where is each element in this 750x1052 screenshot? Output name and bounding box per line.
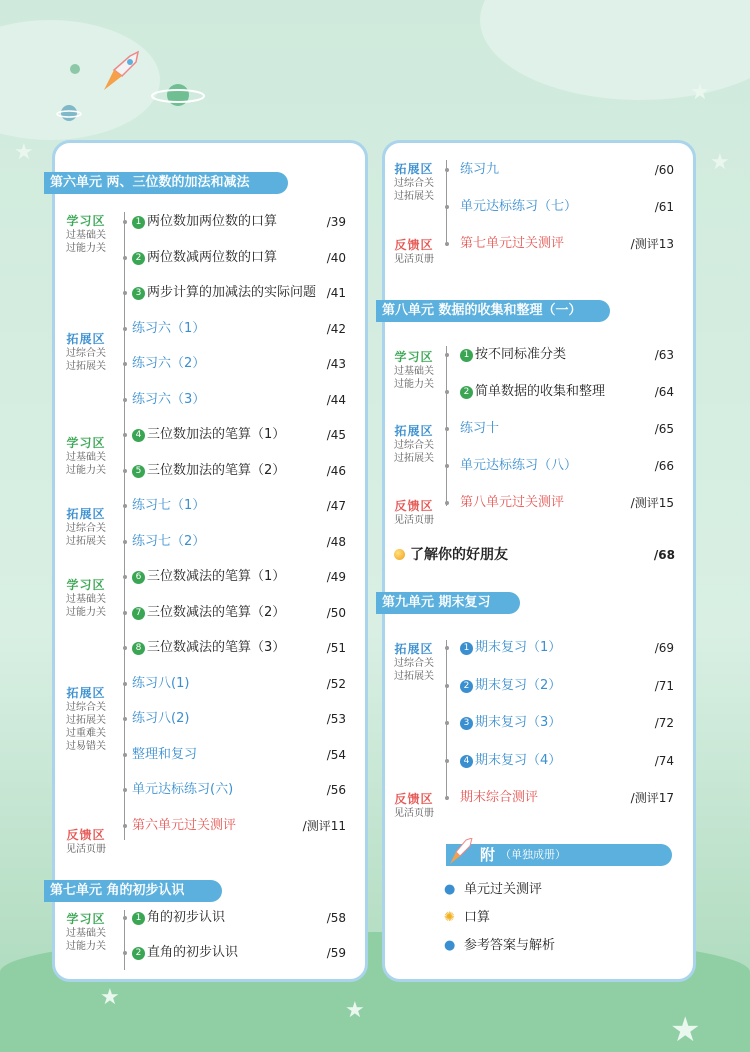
number-badge-icon: 3	[460, 717, 473, 730]
row-text: 两位数加两位数的口算	[147, 214, 278, 229]
connector-dot	[123, 433, 127, 437]
toc-row[interactable]	[132, 674, 346, 694]
row-text: 第六单元过关测评	[132, 817, 237, 833]
row-text: 练习六（3）	[132, 391, 206, 407]
rocket-icon	[448, 838, 476, 868]
zone-title: 反馈区	[394, 792, 434, 806]
number-badge-icon: 2	[132, 252, 145, 265]
appendix-text: 单元过关测评	[464, 882, 543, 897]
zone-label	[384, 348, 444, 391]
toc-row[interactable]	[132, 908, 346, 928]
toc-connector-line	[124, 212, 125, 840]
toc-connector-line	[446, 640, 447, 800]
number-badge-icon: 3	[132, 287, 145, 300]
rocket-icon	[100, 50, 144, 94]
connector-dot	[123, 951, 127, 955]
page-number: /64	[654, 385, 674, 399]
zone-sub: 过重难关	[66, 728, 106, 739]
zone-sub: 过基础关	[66, 452, 106, 463]
star-icon: ★	[100, 985, 120, 1010]
page-number: /68	[653, 548, 675, 562]
zone-title: 学习区	[66, 436, 106, 450]
star-icon: ★	[710, 150, 730, 175]
connector-dot	[123, 540, 127, 544]
zone-sub: 过综合关	[394, 178, 434, 189]
row-text: 三位数减法的笔算（1）	[147, 569, 286, 584]
row-text: 练习八(1)	[132, 675, 190, 691]
page-number: /51	[326, 641, 346, 655]
zone-sub: 过综合关	[66, 523, 106, 534]
row-text: 练习十	[460, 421, 500, 436]
toc-row[interactable]	[132, 638, 346, 658]
number-badge-icon: 1	[460, 642, 473, 655]
number-badge-icon: 1	[132, 912, 145, 925]
unit9-banner: 第九单元 期末复习	[376, 592, 520, 614]
unit8-banner: 第八单元 数据的收集和整理（一）	[376, 300, 610, 322]
page-number: /56	[326, 783, 346, 797]
zone-sub: 过能力关	[66, 243, 106, 254]
appendix-row[interactable]	[444, 880, 644, 900]
toc-row[interactable]	[132, 709, 346, 729]
zone-label	[56, 505, 116, 548]
row-text: 练习七（1）	[132, 498, 206, 513]
toc-connector-line	[446, 346, 447, 506]
toc-row[interactable]	[132, 816, 346, 836]
page-number: /41	[326, 286, 346, 300]
number-badge-icon: 2	[460, 386, 473, 399]
unit7-banner: 第七单元 角的初步认识	[44, 880, 222, 902]
row-text: 三位数加法的笔算（1）	[147, 427, 286, 442]
connector-dot	[123, 788, 127, 792]
zone-label	[56, 684, 116, 753]
toc-row[interactable]	[460, 345, 674, 365]
zone-sub: 过易错关	[66, 741, 106, 752]
zone-sub: 见活页册	[394, 254, 434, 265]
page-number: /66	[654, 459, 674, 473]
zone-sub: 过基础关	[394, 366, 434, 377]
page-number: /42	[326, 321, 346, 336]
zone-sub: 过综合关	[66, 348, 106, 359]
star-icon: ★	[690, 80, 710, 105]
appendix-subtitle: （单独成册）	[500, 848, 566, 861]
row-text: 两位数减两位数的口算	[147, 249, 278, 265]
zone-label	[56, 576, 116, 619]
page-number: /测评11	[302, 818, 346, 833]
zone-sub: 过能力关	[66, 941, 106, 952]
row-text: 单元达标练习(六)	[132, 782, 234, 797]
zone-sub: 过拓展关	[66, 361, 106, 372]
page-number: /53	[326, 712, 346, 726]
zone-title: 拓展区	[394, 162, 434, 176]
toc-row[interactable]	[132, 354, 346, 374]
zone-sub: 过拓展关	[66, 536, 106, 547]
bullet-icon	[394, 549, 405, 560]
toc-row[interactable]	[460, 382, 674, 402]
row-text: 练习九	[460, 162, 500, 177]
dot-decoration	[70, 64, 80, 74]
toc-row[interactable]	[460, 751, 674, 771]
page-number: /43	[326, 357, 346, 371]
connector-dot	[123, 256, 127, 260]
zone-title: 反馈区	[394, 238, 434, 252]
zone-sub: 过拓展关	[394, 671, 434, 682]
row-text: 练习八(2)	[132, 711, 190, 726]
toc-row[interactable]	[460, 197, 674, 217]
zone-label	[384, 640, 444, 683]
row-text: 单元达标练习（八）	[460, 458, 578, 473]
connector-dot	[123, 504, 127, 508]
zone-title: 学习区	[66, 912, 106, 926]
zone-title: 拓展区	[66, 686, 106, 700]
zone-label	[384, 422, 444, 465]
zone-label	[56, 910, 116, 953]
row-text: 期末复习（4）	[475, 752, 562, 768]
toc-row[interactable]	[460, 456, 674, 476]
toc-row[interactable]	[132, 283, 346, 303]
friend-row[interactable]	[410, 545, 675, 565]
page-number: /39	[326, 215, 346, 229]
appendix-row[interactable]	[444, 936, 644, 956]
toc-row[interactable]	[132, 943, 346, 963]
toc-row[interactable]	[460, 234, 674, 254]
number-badge-icon: 6	[132, 571, 145, 584]
number-badge-icon: 2	[132, 947, 145, 960]
connector-dot	[123, 753, 127, 757]
page-number: /72	[654, 716, 674, 730]
zone-label	[384, 790, 444, 820]
toc-row[interactable]	[460, 493, 674, 513]
page-number: /测评17	[630, 791, 674, 805]
row-text: 第七单元过关测评	[460, 236, 565, 251]
zone-sub: 过能力关	[66, 465, 106, 476]
toc-row[interactable]	[132, 390, 346, 410]
number-badge-icon: 4	[460, 755, 473, 768]
planet-icon	[56, 100, 82, 126]
appendix-text: 口算	[464, 910, 491, 925]
toc-row[interactable]	[132, 780, 346, 800]
page-number: /69	[654, 641, 674, 655]
friend-text: 了解你的好朋友	[410, 547, 508, 563]
zone-sub: 过基础关	[66, 230, 106, 241]
page-number: /48	[326, 534, 346, 549]
zone-title: 拓展区	[394, 424, 434, 438]
row-text: 三位数减法的笔算（2）	[147, 604, 286, 620]
zone-title: 学习区	[66, 214, 106, 228]
zone-label	[56, 826, 116, 856]
number-badge-icon: 5	[132, 465, 145, 478]
row-text: 直角的初步认识	[147, 945, 239, 960]
connector-dot	[123, 575, 127, 579]
row-text: 期末复习（3）	[475, 715, 562, 730]
page-number: /58	[326, 911, 346, 925]
unit6-banner: 第六单元 两、三位数的加法和减法	[44, 172, 288, 194]
page-number: /47	[326, 499, 346, 513]
planet-icon	[150, 78, 210, 112]
zone-label	[56, 330, 116, 373]
zone-title: 拓展区	[66, 507, 106, 521]
number-badge-icon: 1	[460, 349, 473, 362]
zone-sub: 过基础关	[66, 928, 106, 939]
page-number: /测评15	[630, 496, 674, 510]
toc-row[interactable]	[460, 788, 674, 808]
page-number: /40	[326, 250, 346, 265]
row-text: 三位数减法的笔算（3）	[147, 640, 286, 655]
connector-dot	[123, 291, 127, 295]
zone-sub: 见活页册	[394, 515, 434, 526]
zone-title: 拓展区	[66, 332, 106, 346]
toc-row[interactable]	[132, 567, 346, 587]
row-text: 练习六（1）	[132, 320, 206, 336]
page-number: /44	[326, 392, 346, 407]
zone-title: 反馈区	[66, 828, 106, 842]
zone-title: 学习区	[66, 578, 106, 592]
page-number: /65	[654, 422, 674, 436]
row-text: 简单数据的收集和整理	[475, 384, 606, 399]
zone-sub: 过拓展关	[394, 191, 434, 202]
toc-row[interactable]	[460, 638, 674, 658]
page-number: /50	[326, 605, 346, 620]
toc-row[interactable]	[132, 248, 346, 268]
page-number: /59	[326, 946, 346, 960]
row-text: 期末复习（1）	[475, 640, 562, 655]
zone-label	[56, 212, 116, 255]
connector-dot	[123, 398, 127, 402]
toc-row[interactable]	[132, 319, 346, 339]
number-badge-icon: 1	[132, 216, 145, 229]
number-badge-icon: 4	[132, 429, 145, 442]
connector-dot	[123, 646, 127, 650]
zone-title: 反馈区	[394, 499, 434, 513]
page-number: /63	[654, 348, 674, 362]
toc-row[interactable]	[460, 713, 674, 733]
row-text: 单元达标练习（七）	[460, 199, 578, 214]
connector-dot	[123, 682, 127, 686]
page-number: /45	[326, 428, 346, 442]
zone-sub: 见活页册	[66, 844, 106, 855]
toc-row[interactable]	[132, 425, 346, 445]
toc-connector-line	[446, 160, 447, 246]
zone-label	[56, 434, 116, 477]
toc-row[interactable]	[460, 160, 674, 180]
page-number: /46	[326, 463, 346, 478]
row-text: 期末复习（2）	[475, 677, 562, 693]
toc-row[interactable]	[132, 532, 346, 552]
toc-row[interactable]	[132, 496, 346, 516]
row-text: 期末综合测评	[460, 790, 539, 805]
connector-dot	[123, 220, 127, 224]
page-number: /71	[654, 678, 674, 693]
zone-label	[384, 497, 444, 527]
page-number: /52	[326, 676, 346, 691]
connector-dot	[123, 327, 127, 331]
planet-icon: ●	[444, 938, 456, 953]
connector-dot	[123, 611, 127, 615]
zone-title: 学习区	[394, 350, 434, 364]
row-text: 三位数加法的笔算（2）	[147, 462, 286, 478]
row-text: 两步计算的加减法的实际问题	[147, 285, 317, 300]
zone-sub: 过综合关	[66, 702, 106, 713]
number-badge-icon: 8	[132, 642, 145, 655]
connector-dot	[123, 916, 127, 920]
connector-dot	[123, 362, 127, 366]
toc-row[interactable]	[132, 461, 346, 481]
page-number: /54	[326, 747, 346, 762]
row-text: 按不同标准分类	[475, 347, 567, 362]
appendix-title: 附	[480, 846, 496, 864]
toc-row[interactable]	[132, 212, 346, 232]
star-icon: ★	[345, 998, 365, 1023]
zone-sub: 过基础关	[66, 594, 106, 605]
toc-row[interactable]	[460, 419, 674, 439]
appendix-text: 参考答案与解析	[464, 938, 556, 953]
page-number: /60	[654, 163, 674, 177]
toc-row[interactable]	[132, 745, 346, 765]
zone-sub: 过能力关	[394, 379, 434, 390]
toc-row[interactable]	[132, 603, 346, 623]
row-text: 角的初步认识	[147, 910, 226, 925]
zone-label	[384, 160, 444, 203]
page-number: /74	[654, 753, 674, 768]
zone-sub: 过能力关	[66, 607, 106, 618]
connector-dot	[123, 469, 127, 473]
zone-label	[384, 236, 444, 266]
toc-row[interactable]	[460, 676, 674, 696]
zone-sub: 过拓展关	[394, 453, 434, 464]
zone-sub: 过综合关	[394, 658, 434, 669]
number-badge-icon: 7	[132, 607, 145, 620]
number-badge-icon: 2	[460, 680, 473, 693]
page-number: /测评13	[630, 237, 674, 251]
zone-sub: 过拓展关	[66, 715, 106, 726]
row-text: 练习七（2）	[132, 533, 206, 549]
zone-sub: 见活页册	[394, 808, 434, 819]
bulb-icon: ✺	[444, 910, 455, 925]
page-number: /61	[654, 200, 674, 214]
row-text: 整理和复习	[132, 746, 198, 762]
star-icon: ★	[14, 140, 34, 165]
row-text: 第八单元过关测评	[460, 495, 565, 510]
page-number: /49	[326, 570, 346, 584]
connector-dot	[123, 717, 127, 721]
row-text: 练习六（2）	[132, 356, 206, 371]
star-icon: ★	[670, 1010, 701, 1050]
connector-dot	[123, 824, 127, 828]
planet-icon: ●	[444, 882, 456, 897]
appendix-banner	[446, 844, 672, 866]
appendix-row[interactable]	[444, 908, 644, 928]
zone-sub: 过综合关	[394, 440, 434, 451]
zone-title: 拓展区	[394, 642, 434, 656]
